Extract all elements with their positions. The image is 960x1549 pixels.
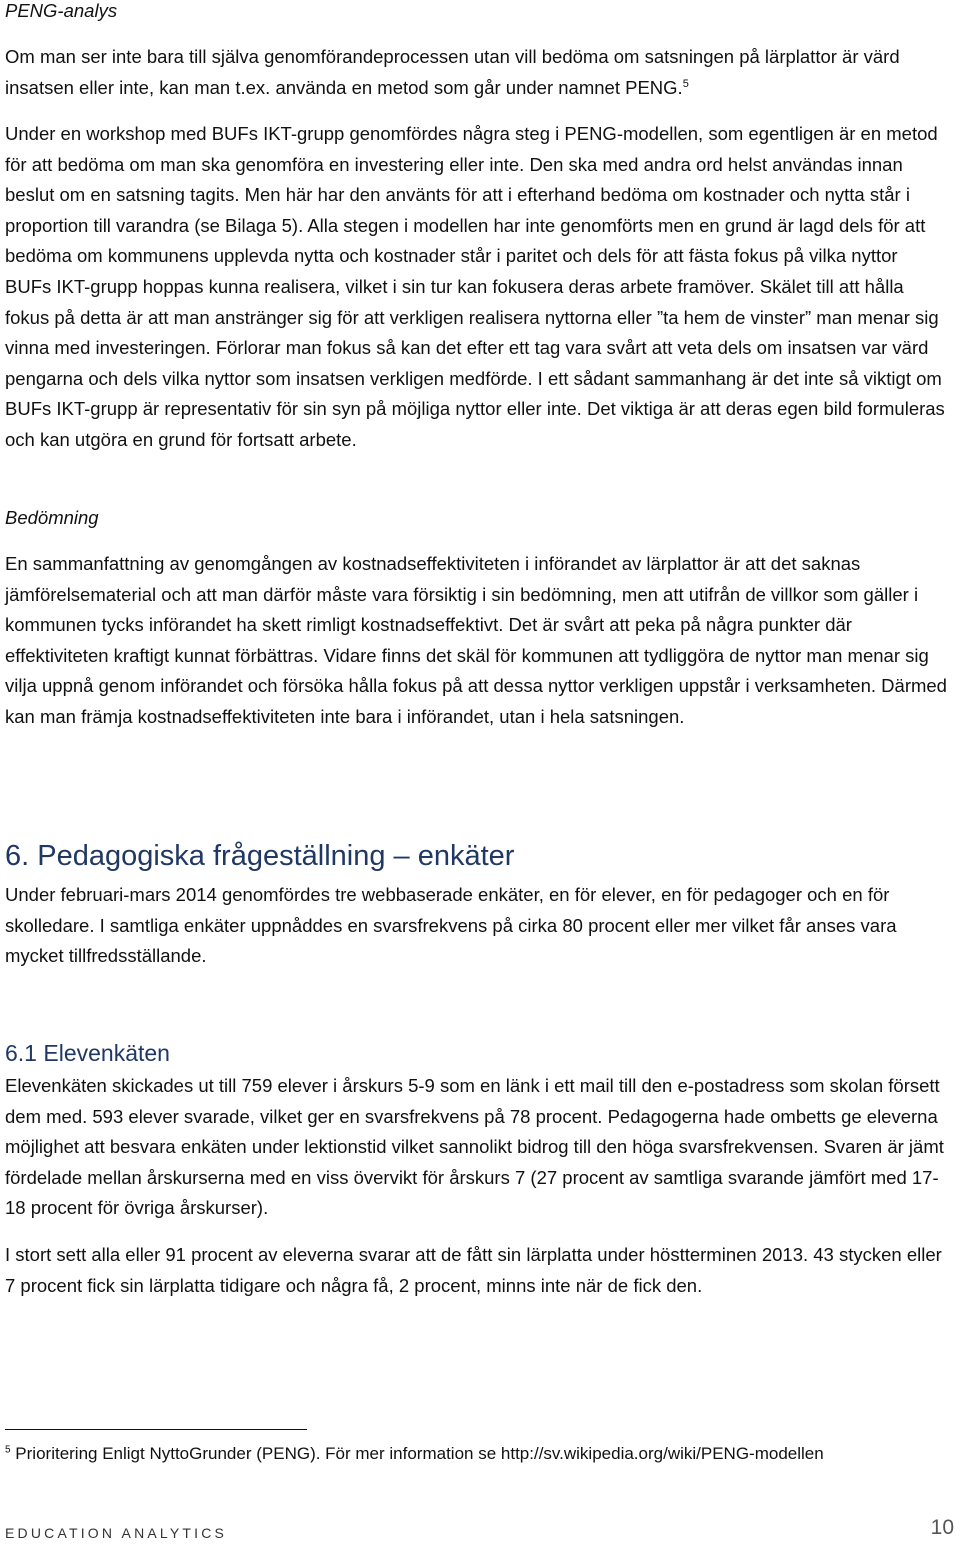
footnote-number: 5: [5, 1444, 11, 1456]
paragraph-peng-intro: [5, 42, 947, 103]
paragraph-bedomning: En sammanfattning av genomgången av kostnadseffektiviteten i införandet av lärplattor är att det saknas jämförelsematerial och att man därför måste vara försiktig i sin bedömning, men att utifrån de villkor som gäller i kommunen tycks införandet ha skett rimligt kostnadseffektivt. Det är svårt att peka på några punkter där effektiviteten kraftigt kunnat förbättras. Vidare finns det skäl för kommunen att tydliggöra de nyttor man menar sig vilja uppnå genom införandet och försöka hålla fokus på att dessa nyttor verkligen uppstår i verksamheten. Därmed kan man främja kostnadseffektiviteten inte bara i införandet, utan i hela satsningen.: [5, 553, 947, 727]
paragraph-elevenkaten-1: Elevenkäten skickades ut till 759 elever i årskurs 5-9 som en länk i ett mail till den e-postadress som skolan försett dem med. 593 elever svarade, vilket ger en svarsfrekvens på 78 procent. Pedagogerna hade ombetts ge eleverna möjlighet att besvara enkäten under lektionstid vilket sannolikt bidrog till den höga svarsfrekvensen. Svaren är jämt fördelade mellan årskurserna med en viss övervikt för årskurs 7 (27 procent av samtliga svarande jämfört med 17-18 procent för övriga årskurser).: [5, 1075, 944, 1219]
paragraph-peng-workshop: Under en workshop med BUFs IKT-grupp genomfördes några steg i PENG-modellen, som egentligen är en metod för att bedöma om man ska genomföra en investering eller inte. Den ska med andra ord helst användas innan beslut om en satsning tagits. Men här har den använts för att i efterhand bedöma om kostnader och nytta står i proportion till varandra (se Bilaga 5). Alla stegen i modellen har inte genomförts men en grund är lagd dels för att bedöma om kommunens upplevda nytta och kostnader står i paritet och dels för att fästa fokus på vilka nyttor BUFs IKT-grupp hoppas kunna realisera, vilket i sin tur kan fokusera deras arbete framöver. Skälet till att hålla fokus på detta är att man anstränger sig för att verkligen realisera nyttorna eller ”ta hem de vinster” man menar sig vinna med investeringen. Förlorar man fokus så kan det efter ett tag vara svårt att veta dels om insatsen var värd pengarna och dels vilka nyttor som insatsen verkligen medförde. I ett sådant sammanhang är det inte så viktigt om BUFs IKT-grupp är representativ för sin syn på möjliga nyttor eller inte. Det viktiga är att deras egen bild formuleras och kan utgöra en grund för fortsatt arbete.: [5, 123, 945, 450]
footnote: [5, 1442, 947, 1466]
footnote-separator: [5, 1429, 307, 1430]
paragraph-text: Om man ser inte bara till själva genomförandeprocessen utan vill bedöma om satsningen på lärplattor är värd insatsen eller inte, kan man t.ex. använda en metod som går under namnet PENG.: [5, 46, 900, 98]
section-heading-peng: PENG-analys: [5, 0, 118, 21]
paragraph-chapter-intro: Under februari-mars 2014 genomfördes tre webbaserade enkäter, en för elever, en för pedagoger och en för skolledare. I samtliga enkäter uppnåddes en svarsfrekvens på cirka 80 procent eller mer vilket får anses vara mycket tillfredsställande.: [5, 884, 897, 967]
footer-brand-logo: EDUCATION ANALYTICS: [5, 1525, 228, 1541]
page-number: 10: [930, 1516, 954, 1539]
paragraph-elevenkaten-2: I stort sett alla eller 91 procent av eleverna svarar att de fått sin lärplatta under höstterminen 2013. 43 stycken eller 7 procent fick sin lärplatta tidigare och några få, 2 procent, minns inte när de fick den.: [5, 1244, 942, 1296]
footnote-reference: 5: [682, 77, 689, 90]
section-heading-bedomning: Bedömning: [5, 507, 99, 528]
footnote-text: Prioritering Enligt NyttoGrunder (PENG). För mer information se http://sv.wikipedia.org/wiki/PENG-modellen: [15, 1444, 824, 1463]
subsection-heading: 6.1 Elevenkäten: [5, 1040, 170, 1066]
chapter-heading: 6. Pedagogiska frågeställning – enkäter: [5, 840, 515, 872]
